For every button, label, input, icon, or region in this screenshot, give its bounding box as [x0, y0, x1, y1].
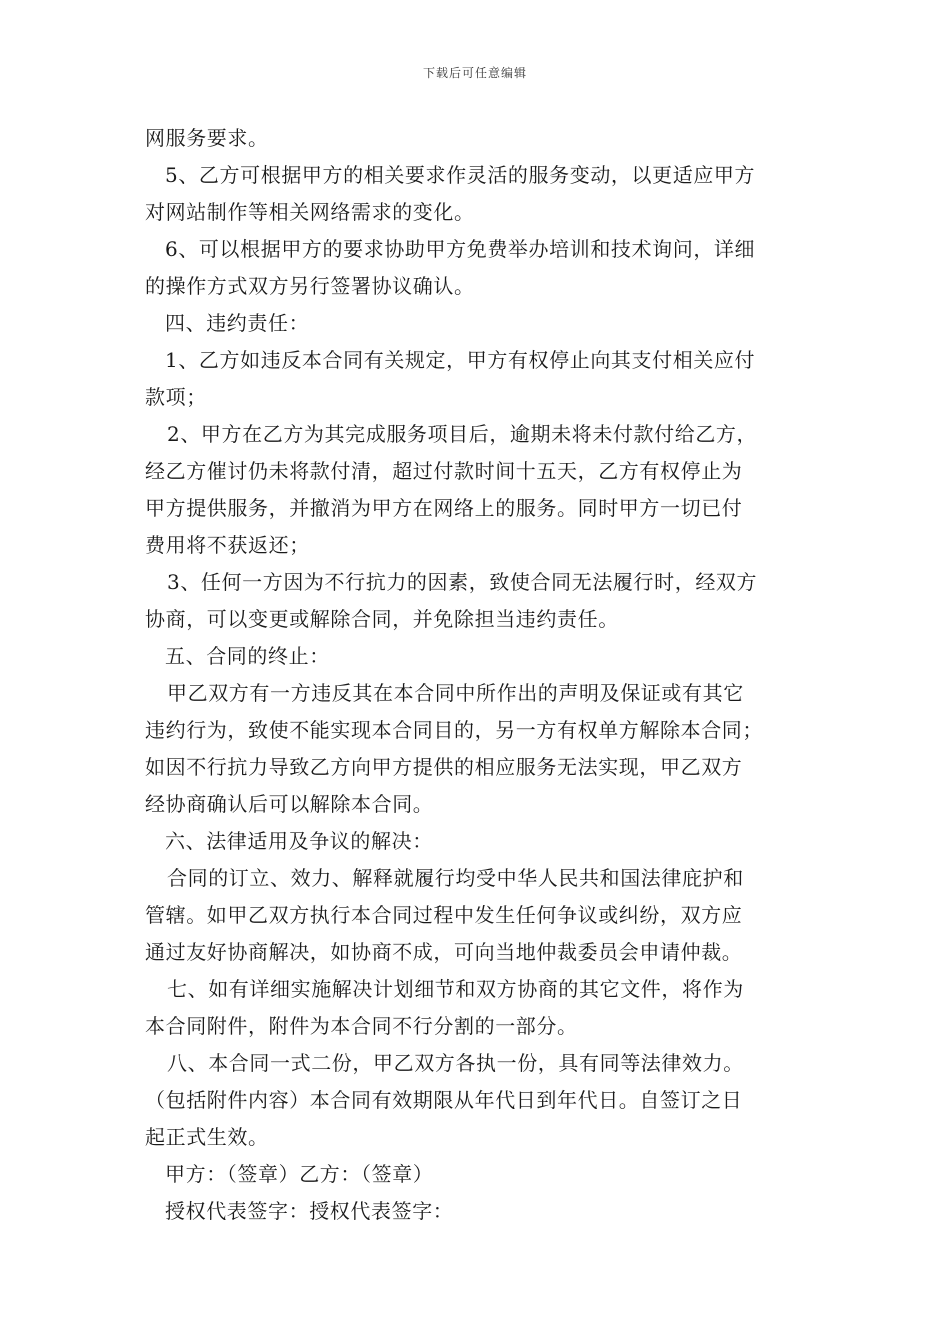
- text-line: 的操作方式双方另行签署协议确认。: [145, 274, 475, 298]
- text-line: 授权代表签字：授权代表签字：: [165, 1199, 454, 1223]
- text-line: （包括附件内容）本合同有效期限从年代日到年代日。自签订之日: [145, 1088, 743, 1112]
- text-line: 管辖。如甲乙双方执行本合同过程中发生任何争议或纠纷，双方应: [145, 903, 743, 927]
- text-line: 违约行为，致使不能实现本合同目的，另一方有权单方解除本合同；: [145, 718, 763, 742]
- page-header: 下载后可任意编辑: [422, 66, 527, 80]
- text-line: 通过友好协商解决，如协商不成，可向当地仲裁委员会申请仲裁。: [145, 940, 743, 964]
- text-line: 费用将不获返还；: [145, 533, 310, 557]
- text-line: 起正式生效。: [145, 1125, 269, 1149]
- text-line: 网服务要求。: [145, 126, 269, 150]
- text-line: 甲方提供服务，并撤消为甲方在网络上的服务。同时甲方一切已付: [145, 496, 743, 520]
- text-line: 如因不行抗力导致乙方向甲方提供的相应服务无法实现，甲乙双方: [145, 755, 743, 779]
- text-line: 3、任何一方因为不行抗力的因素，致使合同无法履行时，经双方: [167, 570, 758, 594]
- text-line: 5、乙方可根据甲方的相关要求作灵活的服务变动，以更适应甲方: [165, 163, 756, 187]
- text-line: 六、法律适用及争议的解决：: [165, 829, 433, 853]
- text-line: 款项；: [145, 385, 207, 409]
- text-line: 对网站制作等相关网络需求的变化。: [145, 200, 475, 224]
- text-line: 经乙方催讨仍未将款付清，超过付款时间十五天，乙方有权停止为: [145, 459, 743, 483]
- text-line: 2、甲方在乙方为其完成服务项目后，逾期未将未付款付给乙方，: [167, 422, 758, 446]
- text-line: 经协商确认后可以解除本合同。: [145, 792, 434, 816]
- text-line: 八、本合同一式二份，甲乙双方各执一份，具有同等法律效力。: [167, 1051, 744, 1075]
- text-line: 五、合同的终止：: [165, 644, 330, 668]
- text-line: 1、乙方如违反本合同有关规定，甲方有权停止向其支付相关应付: [165, 348, 756, 372]
- text-line: 甲乙双方有一方违反其在本合同中所作出的声明及保证或有其它: [167, 681, 744, 705]
- text-line: 合同的订立、效力、解释就履行均受中华人民共和国法律庇护和: [167, 866, 744, 890]
- text-line: 甲方：（签章）乙方：（签章）: [165, 1162, 434, 1186]
- text-line: 6、可以根据甲方的要求协助甲方免费举办培训和技术询问，详细: [165, 237, 756, 261]
- text-line: 七、如有详细实施解决计划细节和双方协商的其它文件，将作为: [167, 977, 744, 1001]
- text-line: 四、违约责任：: [165, 311, 310, 335]
- text-line: 本合同附件，附件为本合同不行分割的一部分。: [145, 1014, 578, 1038]
- document-body: [145, 120, 815, 1230]
- text-line: 协商，可以变更或解除合同，并免除担当违约责任。: [145, 607, 619, 631]
